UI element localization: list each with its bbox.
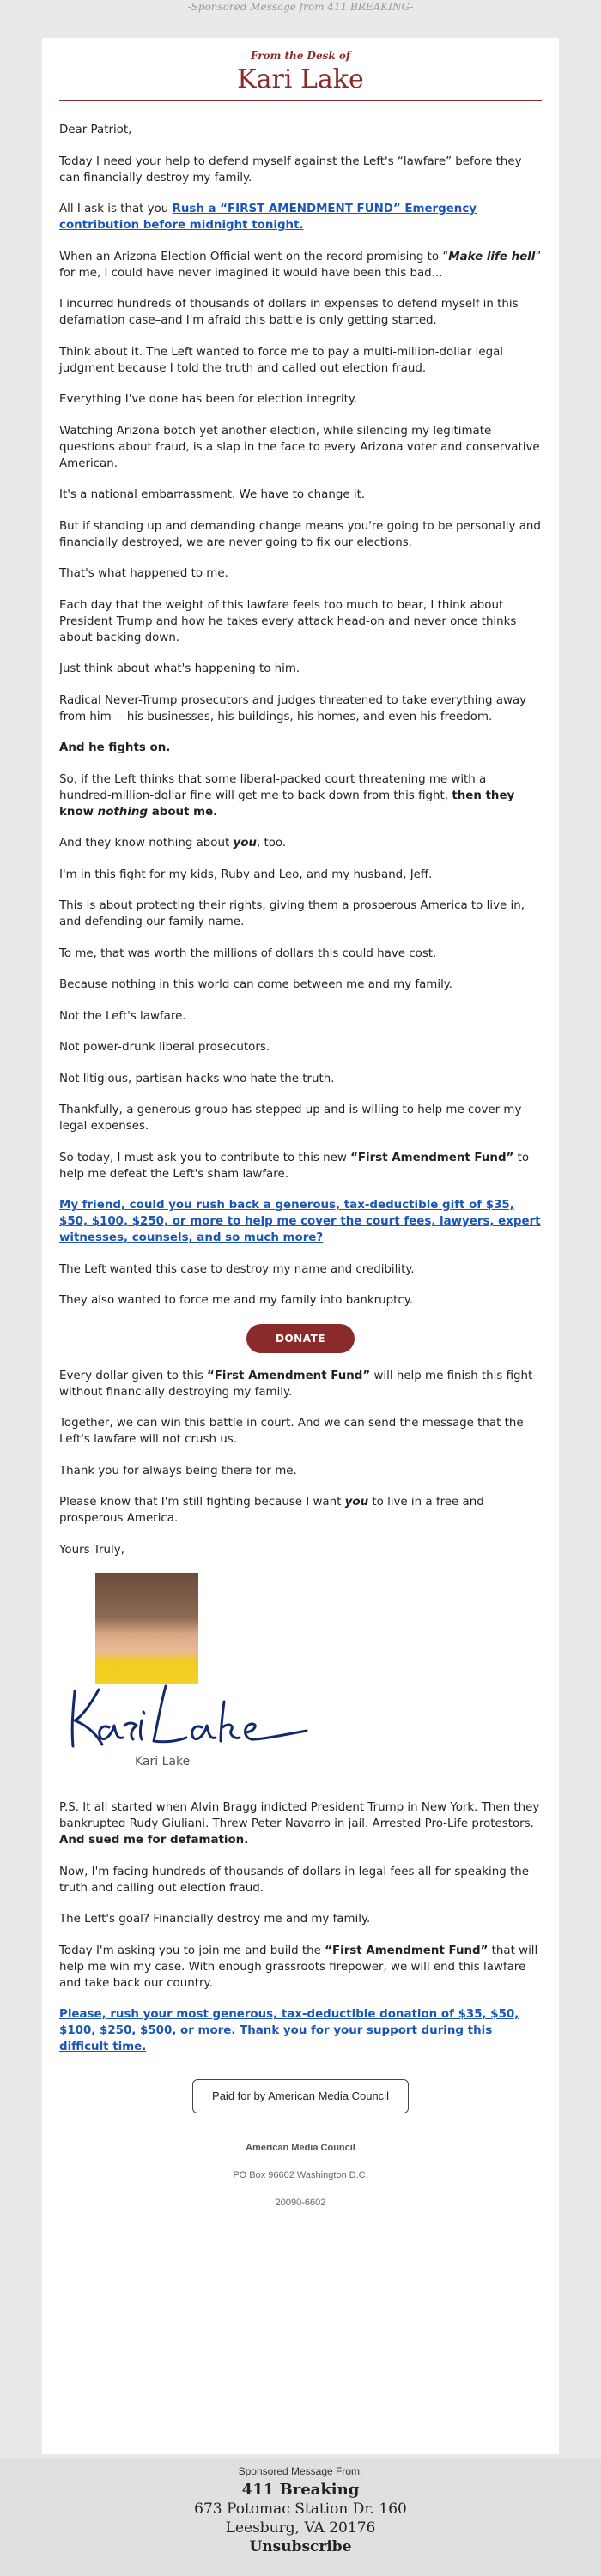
paragraph: Please know that I'm still fighting because I want you to live in a free and prosperous America. [59, 1496, 484, 1525]
paragraph: Every dollar given to this “First Amendment Fund” will help me finish this fight-without financially destroying my family. [59, 1369, 537, 1399]
paragraph: They also wanted to force me and my family into bankruptcy. [59, 1294, 414, 1307]
paragraph: Everything I've done has been for election integrity. [59, 393, 358, 406]
organization-zip: 20090-6602 [275, 2198, 326, 2208]
sponsor-footer [0, 2458, 601, 2576]
paragraph: This is about protecting their rights, giving them a prosperous America to live in, and defending our family name. [59, 899, 525, 928]
paragraph: The Left's goal? Financially destroy me and my family. [59, 1913, 371, 1926]
sender-name-heading: Kari Lake [237, 64, 364, 94]
donation-link[interactable]: Rush a “FIRST AMENDMENT FUND” Emergency contribution before midnight tonight. [59, 203, 477, 232]
organization-info [59, 2141, 542, 2210]
letter-card [42, 38, 559, 2454]
paragraph: Thankfully, a generous group has stepped up and is willing to help me cover my legal expenses. [59, 1104, 522, 1133]
paragraph: When an Arizona Election Official went on the record promising to “Make life hell” for me, I could have never imagined it would have been this bad... [59, 250, 542, 280]
paragraph: Radical Never-Trump prosecutors and judges threatened to take everything away from him -- his businesses, his buildings, his homes, and even his freedom. [59, 693, 527, 723]
paragraph: I incurred hundreds of thousands of dollars in expenses to defend myself in this defamation case–and I'm afraid this battle is only getting started. [59, 298, 519, 327]
postscript [59, 1799, 542, 2055]
greeting: Dear Patriot, [59, 124, 132, 136]
paragraph: Not litigious, partisan hacks who hate the truth. [59, 1072, 335, 1085]
donate-button[interactable]: DONATE [246, 1324, 355, 1353]
footer-sender: 411 Breaking [241, 2481, 360, 2499]
paragraph: Think about it. The Left wanted to force me to pay a multi-million-dollar legal judgment because I told the truth and called out election fraud. [59, 345, 503, 375]
paragraph [59, 1197, 542, 1246]
letter-body [42, 122, 559, 2210]
header-divider [59, 100, 542, 101]
ps-donation-link[interactable]: Please, rush your most generous, tax-deductible donation of $35, $50, $100, $250, $500, or more. Thank you for your support during this difficult time. [59, 2008, 519, 2053]
paragraph: Today I'm asking you to join me and build the “First Amendment Fund” that will help me win my case. With enough grassroots firepower, we will end this lawfare and take back our country. [59, 1944, 538, 1990]
paragraph: Because nothing in this world can come between me and my family. [59, 978, 453, 991]
signature [64, 1676, 542, 1757]
paragraph [59, 2006, 542, 2055]
paragraph: So, if the Left thinks that some liberal-packed court threatening me with a hundred-million-dollar fine will get me to back down from this fight, then they know nothing about me. [59, 772, 515, 819]
signature-name: Kari Lake [135, 1755, 191, 1769]
paragraph: Watching Arizona botch yet another election, while silencing my legitimate questions about fraud, is a slap in the face to every Arizona voter and conservative American. [59, 424, 540, 470]
paragraph: All I ask is that you Rush a “FIRST AMENDMENT FUND” Emergency contribution before midnight tonight. [59, 203, 477, 232]
unsubscribe-link[interactable]: Unsubscribe [249, 2538, 352, 2555]
paragraph: That's what happened to me. [59, 567, 228, 580]
paid-for-box: Paid for by American Media Council [192, 2079, 409, 2113]
portrait-photo [95, 1573, 198, 1684]
paragraph: Today I need your help to defend myself against the Left's “lawfare” before they can financially destroy my family. [59, 154, 522, 184]
gift-link[interactable]: My friend, could you rush back a generous, tax-deductible gift of $35, $50, $100, $250, or more to help me cover the court fees, lawyers, expert witnesses, counsels, and so much more? [59, 1199, 541, 1244]
paragraph: Not the Left's lawfare. [59, 1009, 186, 1023]
paragraph: But if standing up and demanding change means you're going to be personally and financially destroyed, we are never going to fix our elections. [59, 519, 541, 549]
footer-address-line1: 673 Potomac Station Dr. 160 [194, 2500, 407, 2518]
paragraph: It's a national embarrassment. We have to change it. [59, 488, 366, 501]
paragraph: And they know nothing about you, too. [59, 837, 287, 850]
footer-label: Sponsored Message From: [238, 2465, 363, 2477]
paragraph: So today, I must ask you to contribute to this new “First Amendment Fund” to help me defeat the Left's sham lawfare. [59, 1151, 530, 1181]
paragraph: Just think about what's happening to him. [59, 662, 300, 675]
paragraph: Not power-drunk liberal prosecutors. [59, 1041, 270, 1054]
footer-address-line2: Leesburg, VA 20176 [225, 2519, 376, 2537]
organization-address: PO Box 96602 Washington D.C. [233, 2170, 368, 2180]
from-desk-label: From the Desk of [250, 50, 351, 62]
paragraph: Together, we can win this battle in court. And we can send the message that the Left's lawfare will not crush us. [59, 1417, 524, 1446]
paragraph: Thank you for always being there for me. [59, 1464, 297, 1478]
organization-name: American Media Council [246, 2143, 355, 2153]
paragraph: Now, I'm facing hundreds of thousands of dollars in legal fees all for speaking the truth and calling out election fraud. [59, 1865, 529, 1895]
paragraph: And he fights on. [59, 741, 171, 754]
sponsored-banner: -Sponsored Message from 411 BREAKING- [187, 1, 414, 13]
paragraph: I'm in this fight for my kids, Ruby and Leo, and my husband, Jeff. [59, 868, 433, 881]
paragraph: The Left wanted this case to destroy my name and credibility. [59, 1262, 415, 1276]
closing: Yours Truly, [59, 1543, 124, 1557]
paragraph: To me, that was worth the millions of dollars this could have cost. [59, 946, 437, 960]
paragraph: Each day that the weight of this lawfare feels too much to bear, I think about President Trump and how he takes every attack head-on and never once thinks about backing down. [59, 598, 517, 644]
paragraph: P.S. It all started when Alvin Bragg indicted President Trump in New York. Then they bankrupted Rudy Giuliani. Threw Peter Navarro in jail. Arrested Pro-Life protestors. And sued me for defamation. [59, 1801, 540, 1847]
signature-image [64, 1676, 322, 1753]
